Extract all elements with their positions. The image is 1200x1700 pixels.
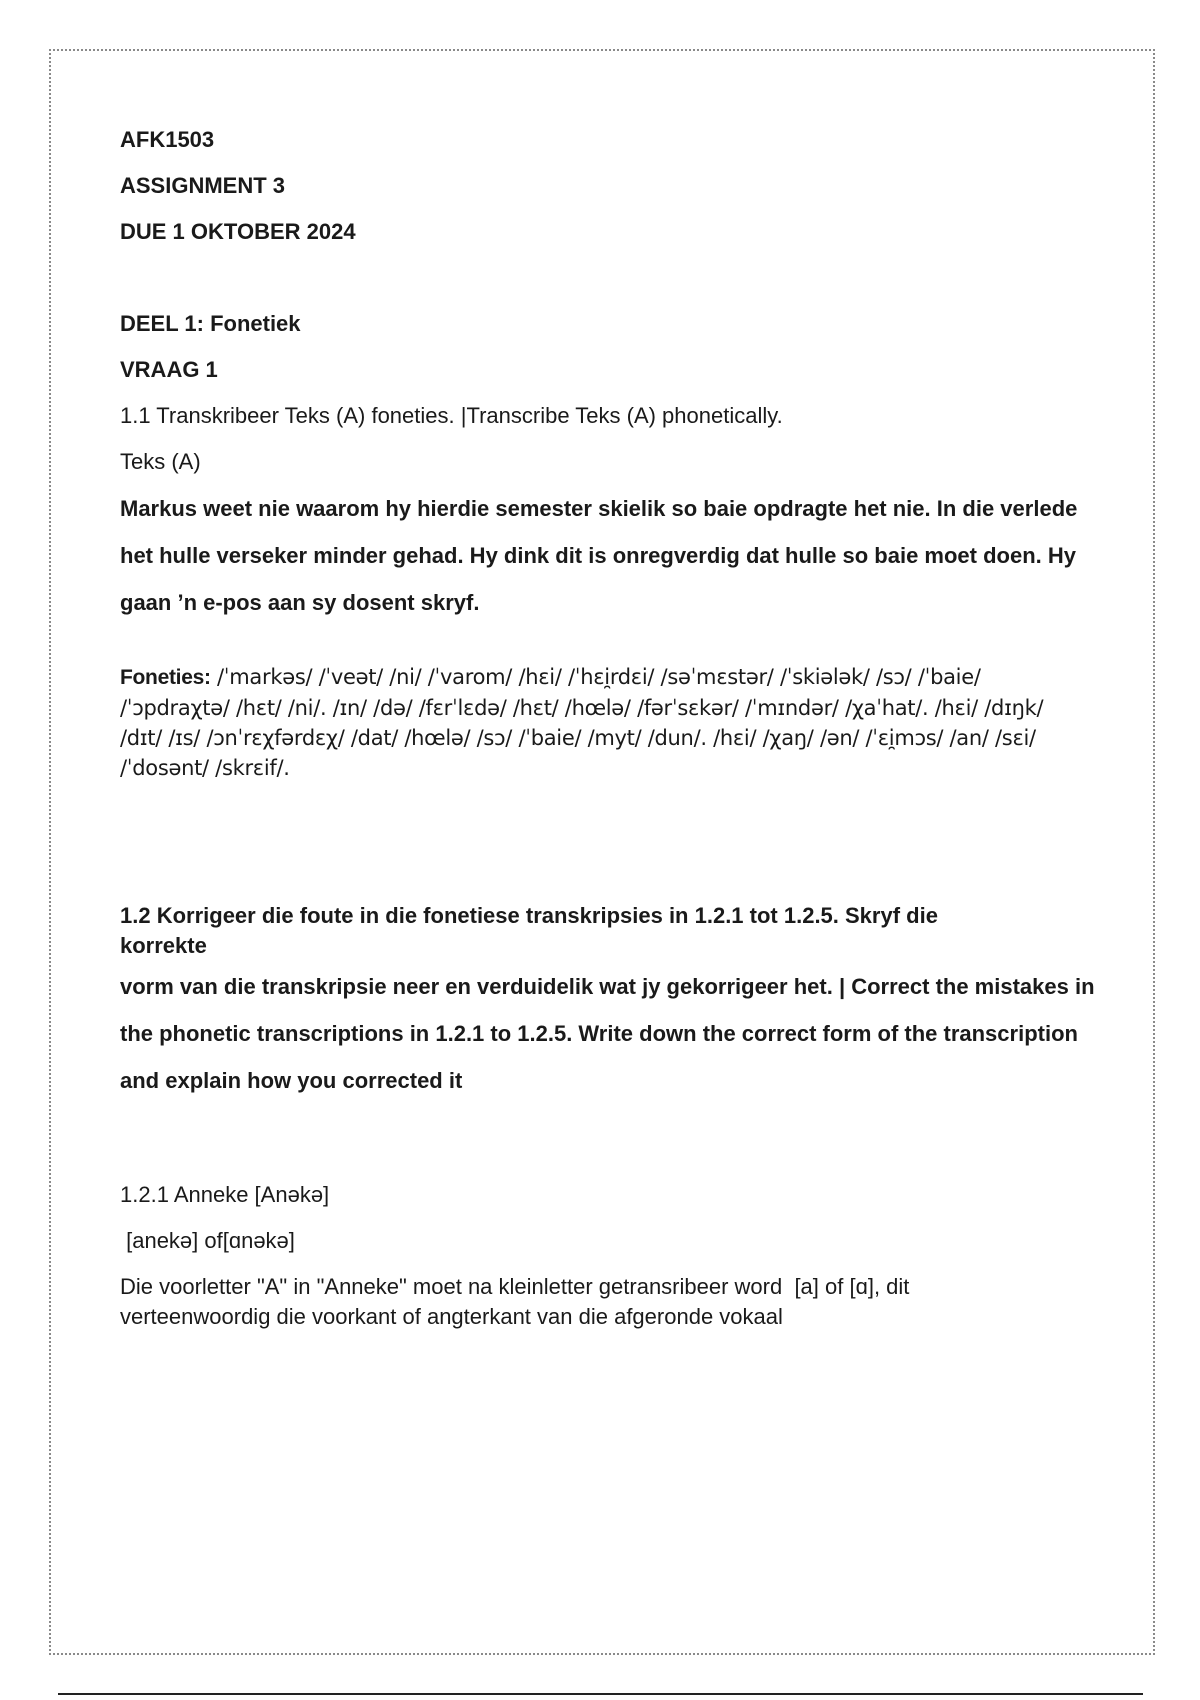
document-body [120, 126, 1120, 1332]
phonetic-transcription [120, 662, 1120, 783]
question-1-2-heading-line-2: korrekte [120, 933, 207, 958]
footer-rule [58, 1693, 1143, 1695]
question-1-2-1-answer: [anekə] of[ɑnəkə] [120, 1228, 295, 1253]
phonetics-label: Foneties: [120, 666, 211, 689]
question-1-2-1 [120, 1180, 1120, 1332]
explanation-line-2: verteenwoordig die voorkant of angterkant van die afgeronde vokaal [120, 1304, 783, 1329]
question-number: VRAAG 1 [120, 357, 218, 382]
question-1-2 [120, 901, 1120, 1104]
text-a-passage: Markus weet nie waarom hy hierdie semester skielik so baie opdragte het nie. In die verlede het hulle verseker minder gehad. Hy dink dit is onregverdig dat hulle so baie moet doen. Hy gaan ’n e-pos aan sy dosent skryf. [120, 496, 1078, 615]
course-code: AFK1503 [120, 127, 215, 152]
phonetics-line-3: /dɪt/ /ɪs/ /ɔnˈrɛχfərdɛχ/ /dat/ /hœlə/ /sɔ/ /ˈbaie/ /myt/ /dun/. /hɛi/ /χaŋ/ /ən/ /ˈɛi̯mɔs/ /an/ /sɛi/ [120, 726, 1036, 750]
explanation-line-1: Die voorletter "A" in "Anneke" moet na kleinletter getransribeer word [a] of [ɑ], dit [120, 1274, 910, 1299]
phonetics-line-1 [120, 662, 1120, 693]
question-1-2-instructions: vorm van die transkripsie neer en verduidelik wat jy gekorrigeer het. | Correct the mistakes in the phonetic transcriptions in 1.2.1 to 1.2.5. Write down the correct form of the transcription and explain how you corrected it [120, 974, 1095, 1093]
question-1-1-prompt: 1.1 Transkribeer Teks (A) foneties. |Transcribe Teks (A) phonetically. [120, 403, 783, 428]
phonetics-text: /ˈmarkəs/ /ˈveət/ /ni/ /ˈvarom/ /hɛi/ /ˈhɛi̯rdɛi/ /səˈmɛstər/ /ˈskiələk/ /sɔ/ /ˈbaie/ [210, 665, 981, 689]
question-1-2-heading-line-1: 1.2 Korrigeer die foute in die fonetiese transkripsies in 1.2.1 tot 1.2.5. Skryf die [120, 903, 938, 928]
text-a-label: Teks (A) [120, 449, 201, 474]
phonetics-line-4: /ˈdosənt/ /skrɛif/. [120, 756, 290, 780]
section-title: DEEL 1: Fonetiek [120, 311, 301, 336]
question-1-2-1-title: 1.2.1 Anneke [Anəkə] [120, 1182, 330, 1207]
due-date: DUE 1 OKTOBER 2024 [120, 219, 356, 244]
assignment-title: ASSIGNMENT 3 [120, 173, 286, 198]
phonetics-line-2: /ˈɔpdraχtə/ /hɛt/ /ni/. /ɪn/ /də/ /fɛrˈlɛdə/ /hɛt/ /hœlə/ /fərˈsɛkər/ /ˈmɪndər/ /χaˈhat/. /hɛi/ /dɪŋk/ [120, 696, 1044, 720]
